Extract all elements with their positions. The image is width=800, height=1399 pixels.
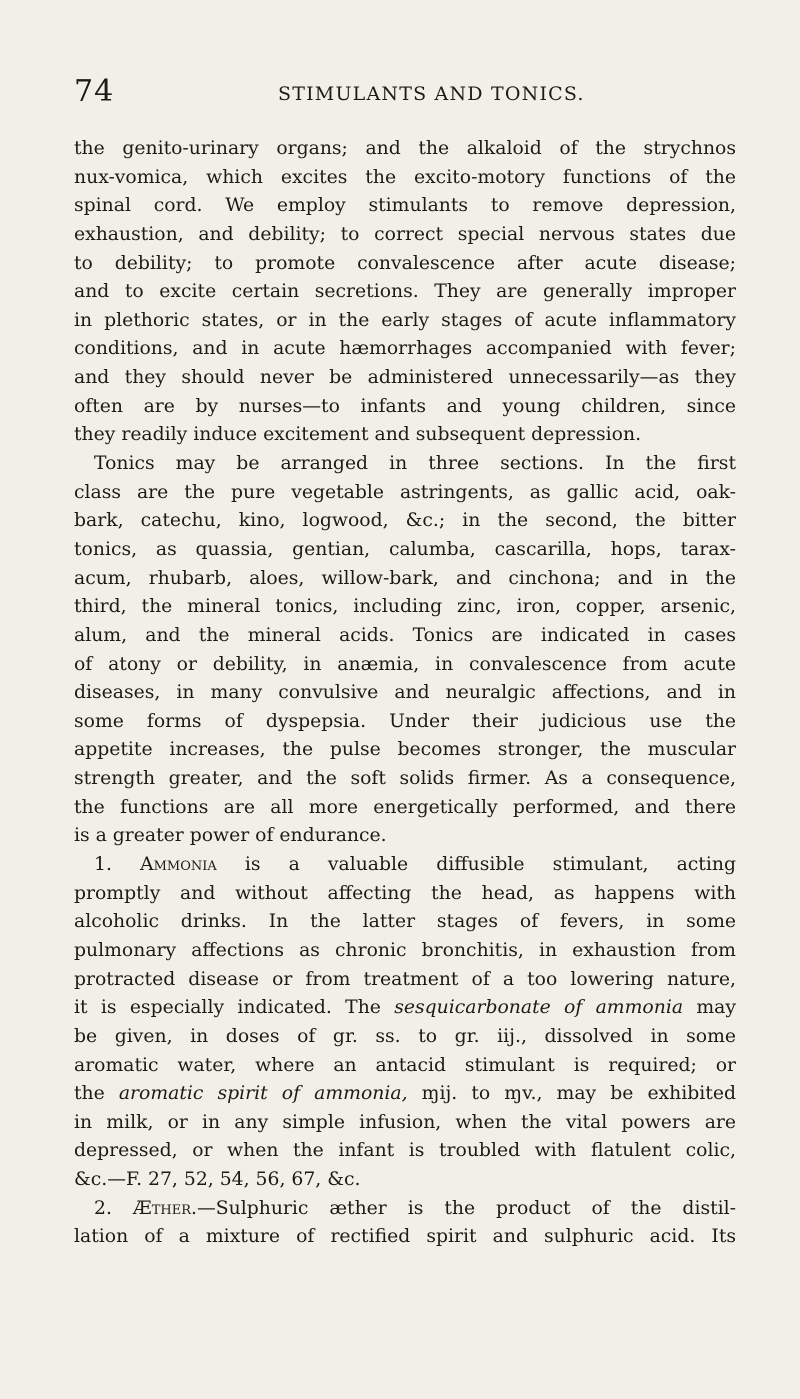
page-header [74, 74, 734, 114]
text-span: the [74, 1083, 105, 1105]
text-line-with-italic [74, 994, 736, 1023]
text-line: strength greater, and the soft solids firmer. As a consequence, [74, 768, 736, 790]
text-span: may [696, 997, 736, 1019]
text-line: and they should never be administered unnecessarily—as they [74, 367, 736, 389]
text-line: tonics, as quassia, gentian, calumba, cascarilla, hops, tarax- [74, 538, 736, 560]
text-line: is a greater power of endurance. [74, 825, 387, 847]
italic-term: aromatic spirit of ammonia, [118, 1083, 408, 1105]
text-line: protracted disease or from treatment of a too lowering nature, [74, 968, 736, 990]
running-title: STIMULANTS AND TONICS. [278, 83, 585, 105]
text-line: in milk, or in any simple infusion, when the vital powers are [74, 1111, 736, 1133]
text-span: it is especially indicated. The [74, 997, 381, 1019]
text-line: in plethoric states, or in the early stages of acute inflammatory [74, 309, 736, 331]
text-line: exhaustion, and debility; to correct special nervous states due [74, 223, 736, 245]
text-line: often are by nurses—to infants and young children, since [74, 395, 736, 417]
text-span: is a valuable diffusible stimulant, acting [244, 854, 736, 876]
text-line: some forms of dyspepsia. Under their judicious use the [74, 710, 736, 732]
text-line: Tonics may be arranged in three sections. In the first [94, 453, 736, 475]
section-heading-aether: Æther. [132, 1197, 197, 1219]
text-line: and to excite certain secretions. They are generally improper [74, 281, 736, 303]
section-number: 1. [94, 854, 112, 876]
text-line: spinal cord. We employ stimulants to remove depression, [74, 195, 736, 217]
body-text [74, 135, 736, 1252]
text-span: —Sulphuric æther is the product of the distil- [196, 1197, 736, 1219]
text-line: the functions are all more energetically performed, and there [74, 796, 736, 818]
section-heading-ammonia: Ammonia [140, 854, 217, 876]
italic-term: sesquicarbonate of ammonia [394, 997, 684, 1019]
text-line: promptly and without affecting the head, as happens with [74, 882, 736, 904]
page-number: 74 [74, 74, 115, 109]
text-line: bark, catechu, kino, logwood, &c.; in the second, the bitter [74, 510, 736, 532]
ammonia-paragraph-start [74, 851, 736, 880]
text-line: be given, in doses of gr. ss. to gr. iij., dissolved in some [74, 1025, 736, 1047]
text-line: lation of a mixture of rectified spirit and sulphuric acid. Its [74, 1226, 736, 1248]
text-line: pulmonary affections as chronic bronchitis, in exhaustion from [74, 939, 736, 961]
text-line: aromatic water, where an antacid stimulant is required; or [74, 1054, 736, 1076]
aether-paragraph-start [74, 1195, 736, 1224]
section-number: 2. [94, 1197, 112, 1219]
text-line: appetite increases, the pulse becomes stronger, the muscular [74, 739, 736, 761]
text-line: conditions, and in acute hæmorrhages accompanied with fever; [74, 338, 736, 360]
text-line: of atony or debility, in anæmia, in convalescence from acute [74, 653, 736, 675]
text-line: diseases, in many convulsive and neuralgic affections, and in [74, 682, 736, 704]
text-line: the genito-urinary organs; and the alkaloid of the strychnos [74, 138, 736, 159]
text-line: class are the pure vegetable astringents, as gallic acid, oak- [74, 481, 736, 503]
text-line: to debility; to promote convalescence after acute disease; [74, 252, 736, 274]
text-line: third, the mineral tonics, including zinc, iron, copper, arsenic, [74, 596, 736, 618]
text-line-with-italic [74, 1080, 736, 1109]
text-line: depressed, or when the infant is troubled with flatulent colic, [74, 1140, 736, 1162]
text-line: &c.—F. 27, 52, 54, 56, 67, &c. [74, 1169, 361, 1191]
text-line: alum, and the mineral acids. Tonics are indicated in cases [74, 624, 736, 646]
text-line: nux-vomica, which excites the excito-motory functions of the [74, 166, 736, 188]
text-line: alcoholic drinks. In the latter stages of fevers, in some [74, 911, 736, 933]
text-span: ɱij. to ɱv., may be exhibited [421, 1083, 736, 1105]
text-line: they readily induce excitement and subsequent depression. [74, 424, 642, 446]
text-line: acum, rhubarb, aloes, willow-bark, and cinchona; and in the [74, 567, 736, 589]
